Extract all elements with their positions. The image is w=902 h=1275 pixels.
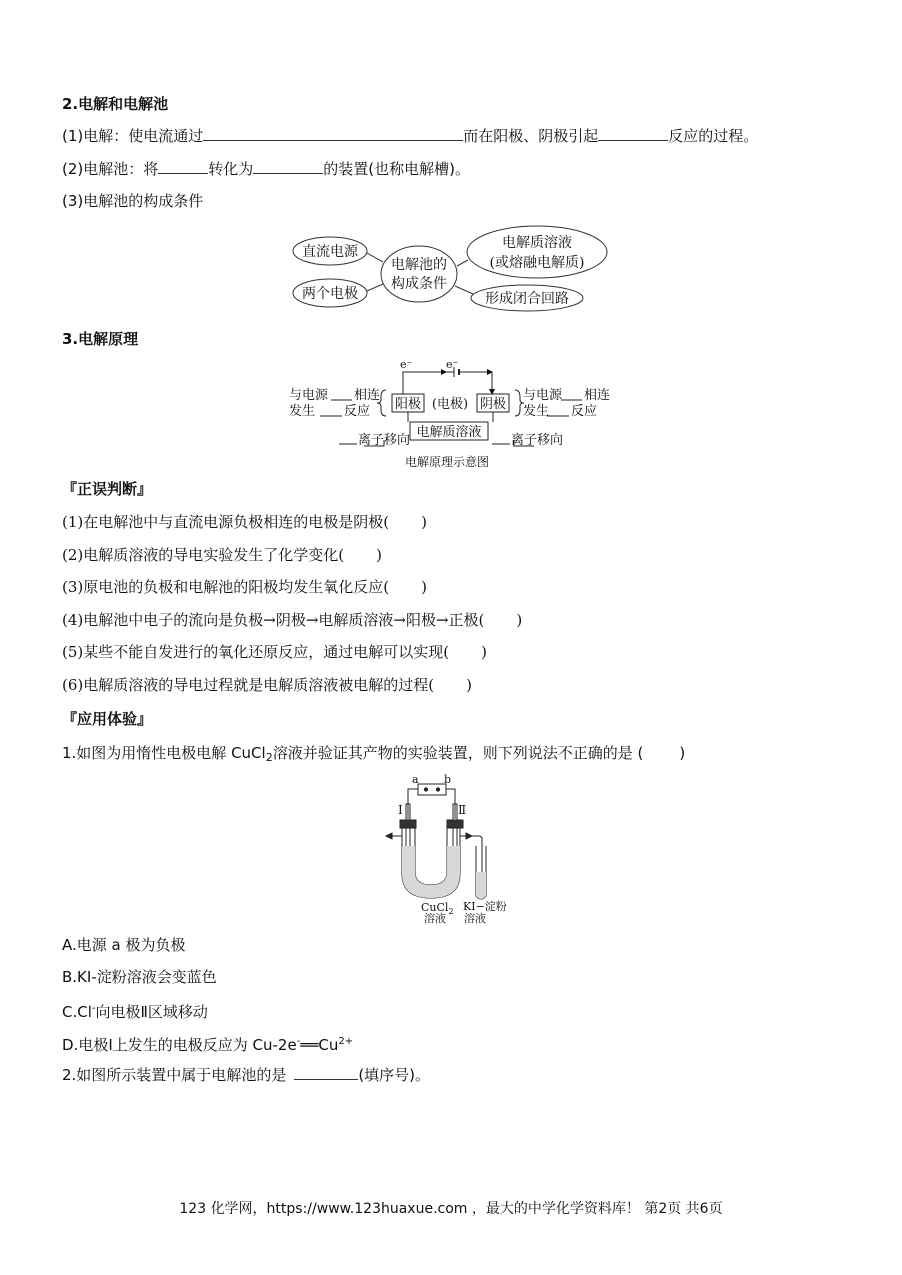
q1-sub: 2 — [265, 751, 273, 764]
ion-right-label: 离子移向 — [511, 433, 564, 448]
q1-part-3: ) — [679, 744, 686, 762]
terminal-b — [436, 788, 439, 791]
terminal-a — [424, 788, 427, 791]
page-footer: 123 化学网，https://www.123huaxue.com ，最大的中学化学资料库！ 第2页 共6页 — [179, 1201, 723, 1217]
diagram-text-closed-circuit: 形成闭合回路 — [485, 291, 569, 307]
judge-text-1: (1)在电解池中与直流电源负极相连的电极是阴极( — [62, 513, 390, 531]
composition-diagram — [285, 222, 615, 314]
u-tube-apparatus — [384, 774, 524, 924]
label-electrode-I: Ⅰ — [398, 803, 403, 817]
right-a1: 与电源 — [523, 388, 563, 403]
right-b2: 反应 — [571, 404, 598, 419]
cell-part-2: 转化为 — [208, 160, 254, 178]
judge-text-5: (5)某些不能自发进行的氧化还原反应，通过电解可以实现( — [62, 643, 450, 661]
connector — [367, 253, 383, 262]
left-a1: 与电源 — [289, 388, 329, 403]
q2-blank[interactable] — [294, 1065, 358, 1080]
judge-item-5 — [62, 642, 487, 662]
judge-item-4 — [62, 610, 522, 630]
right-b1: 发生 — [523, 404, 550, 419]
question-1 — [62, 743, 685, 768]
close-paren: ) — [481, 643, 487, 661]
option-c-part-1: C.Cl — [62, 1003, 92, 1021]
electron-label-2: e⁻ — [446, 358, 459, 371]
electrolyte-label: 电解质溶液 — [416, 425, 482, 440]
electron-label-1: e⁻ — [400, 358, 413, 371]
left-a2: 相连 — [354, 388, 381, 403]
judge-item-6 — [62, 675, 472, 695]
blank-1[interactable] — [203, 126, 463, 141]
diagram-text-dc-power: 直流电源 — [302, 244, 358, 260]
electrolysis-principle-diagram — [282, 354, 622, 472]
label-b: b — [444, 774, 452, 786]
electrolytic-cell-definition — [62, 159, 470, 179]
option-d-part-2: Cu — [318, 1036, 339, 1054]
diagram-text-two-electrodes: 两个电极 — [302, 286, 358, 302]
section-3-heading: 3.电解原理 — [62, 330, 139, 348]
judge-heading: 『正误判断』 — [62, 480, 153, 498]
diagram-caption: 电解原理示意图 — [404, 455, 490, 469]
ki-starch-solution — [476, 872, 486, 899]
close-paren: ) — [421, 578, 427, 596]
power-supply-box — [418, 784, 446, 795]
judge-text-3: (3)原电池的负极和电解池的阳极均发生氧化反应( — [62, 578, 390, 596]
cell-part-1: (2)电解池：将 — [62, 160, 159, 178]
stopper-right — [447, 820, 463, 828]
option-c-sup: - — [91, 1003, 96, 1014]
diagram-text-center-2: 构成条件 — [391, 276, 447, 292]
apply-heading: 『应用体验』 — [62, 710, 153, 728]
anode-label: 阳极 — [394, 397, 422, 412]
connector — [457, 260, 468, 266]
cathode-label: 阴极 — [479, 397, 507, 412]
option-a[interactable]: A.电源 a 极为负极 — [62, 936, 186, 954]
option-d[interactable] — [62, 1032, 353, 1055]
option-d-sup-1: - — [296, 1036, 301, 1047]
blank-3[interactable] — [158, 159, 208, 174]
option-b[interactable]: B.KI-淀粉溶液会变蓝色 — [62, 968, 217, 986]
option-c-part-2: 向电极Ⅱ区域移动 — [95, 1003, 208, 1021]
blank-4[interactable] — [253, 159, 323, 174]
ion-left-label: 离子移向 — [358, 433, 411, 448]
cell-part-3: 的装置(也称电解槽)。 — [323, 160, 470, 178]
stopper-left — [400, 820, 416, 828]
question-2 — [62, 1065, 430, 1085]
option-d-sup-2: 2+ — [338, 1036, 354, 1047]
electron-path-left — [403, 372, 446, 394]
judge-text-4: (4)电解池中电子的流向是负极→阴极→电解质溶液→阳极→正极( — [62, 611, 485, 629]
q1-part-2: 溶液并验证其产物的实验装置，则下列说法不正确的是 ( — [272, 744, 644, 762]
close-paren: ) — [466, 676, 472, 694]
def-part-3: 反应的过程。 — [668, 127, 759, 145]
label-solution-2: 溶液 — [464, 912, 486, 924]
option-d-equals: ══ — [300, 1036, 319, 1054]
label-cucl: CuCl$_2$ — [421, 901, 454, 916]
judge-item-1 — [62, 512, 427, 532]
close-paren: ) — [421, 513, 427, 531]
def-part-1: (1)电解：使电流通过 — [62, 127, 204, 145]
connector — [367, 284, 383, 291]
option-c[interactable] — [62, 999, 208, 1022]
diagram-node-center — [381, 246, 457, 302]
connector — [455, 286, 473, 294]
label-electrode-II: Ⅱ — [458, 803, 467, 817]
q2-part-2: (填序号)。 — [358, 1066, 431, 1084]
judge-text-6: (6)电解质溶液的导电过程就是电解质溶液被电解的过程( — [62, 676, 435, 694]
diagram-text-molten: (或熔融电解质) — [489, 255, 585, 271]
judge-text-2: (2)电解质溶液的导电实验发生了化学变化( — [62, 546, 345, 564]
close-paren: ) — [376, 546, 382, 564]
gas-outlet-arrow — [386, 833, 392, 839]
u-tube-inner — [415, 828, 447, 885]
label-a: a — [412, 774, 419, 786]
right-a2: 相连 — [584, 388, 611, 403]
option-d-part-1: D.电极Ⅰ上发生的电极反应为 Cu-2e — [62, 1036, 297, 1054]
close-paren: ) — [516, 611, 523, 629]
electrolysis-definition — [62, 126, 758, 146]
cucl2-solution — [402, 846, 460, 898]
left-b1: 发生 — [289, 404, 316, 419]
def-part-2: 而在阳极、阴极引起 — [463, 127, 599, 145]
judge-item-3 — [62, 577, 427, 597]
section-2-heading: 2.电解和电解池 — [62, 95, 169, 113]
composition-conditions-label: (3)电解池的构成条件 — [62, 192, 204, 210]
diagram-text-center-1: 电解池的 — [391, 257, 447, 273]
q1-part-1: 1.如图为用惰性电极电解 CuCl — [62, 744, 266, 762]
judge-item-2 — [62, 545, 382, 565]
label-solution-1: 溶液 — [424, 912, 446, 924]
electrode-label: (电极) — [431, 397, 469, 412]
label-ki-starch: KI−淀粉 — [463, 900, 507, 913]
blank-2[interactable] — [598, 126, 668, 141]
valve-mark — [466, 833, 472, 839]
left-b2: 反应 — [344, 404, 371, 419]
diagram-text-electrolyte: 电解质溶液 — [502, 235, 572, 251]
q2-part-1: 2.如图所示装置中属于电解池的是 — [62, 1066, 287, 1084]
